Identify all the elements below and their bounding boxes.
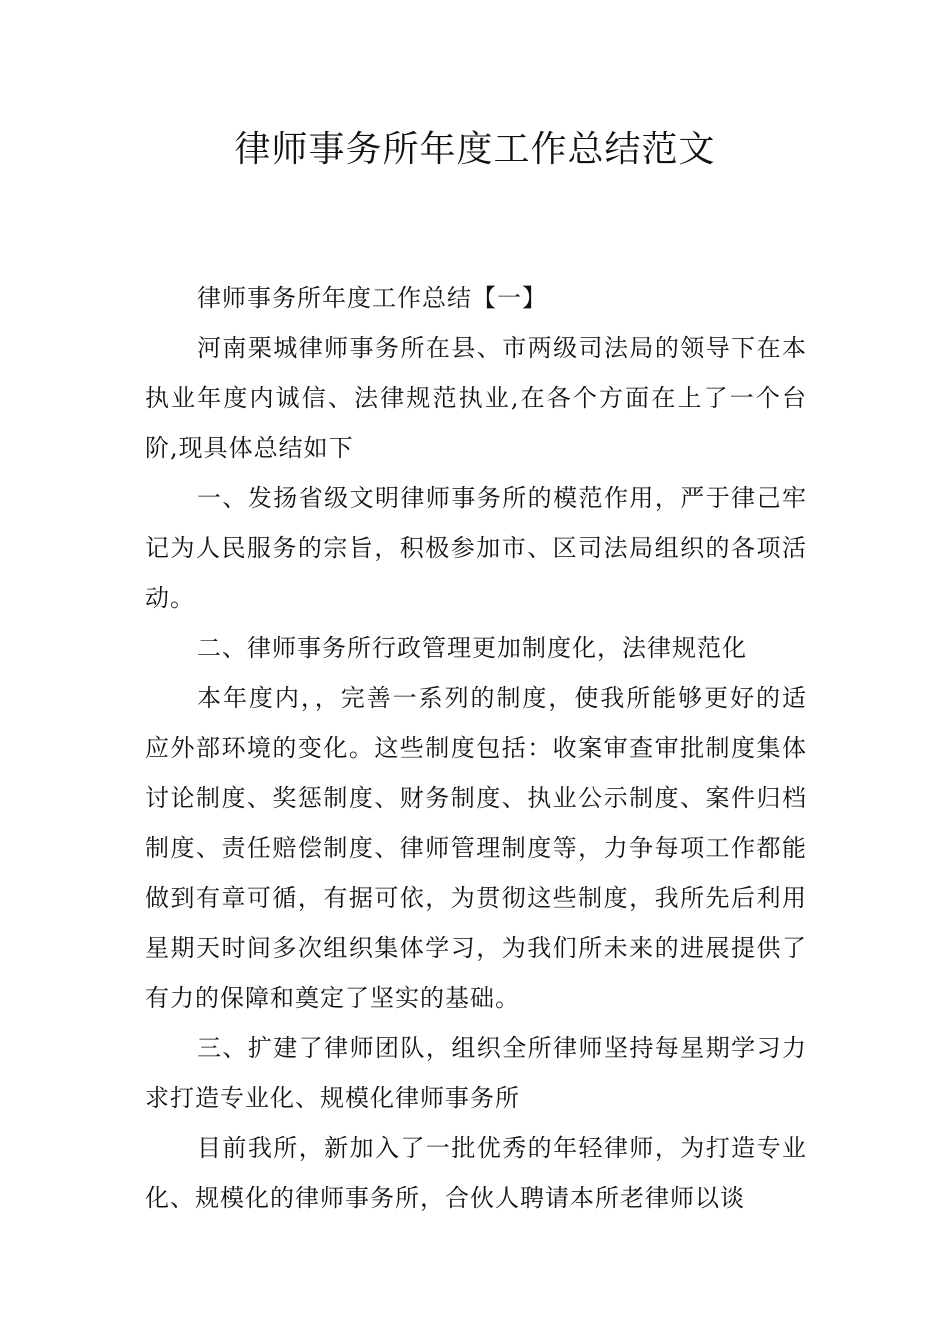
- paragraph-point-three-body: 目前我所，新加入了一批优秀的年轻律师，为打造专业化、规模化的律师事务所，合伙人聘请本所老律师以谈: [145, 1134, 807, 1212]
- paragraph-point-one: 一、发扬省级文明律师事务所的模范作用，严于律己牢记为人民服务的宗旨，积极参加市、区司法局组织的各项活动。: [145, 484, 807, 612]
- document-body: [145, 273, 807, 1223]
- paragraph-section-heading: 律师事务所年度工作总结【一】: [197, 284, 547, 312]
- paragraph-point-three-heading: 三、扩建了律师团队，组织全所律师坚持每星期学习力求打造专业化、规模化律师事务所: [145, 1034, 807, 1112]
- paragraph-point-two-heading: 二、律师事务所行政管理更加制度化，法律规范化: [197, 634, 747, 662]
- document-title: 律师事务所年度工作总结范文: [234, 129, 716, 170]
- paragraph-intro: 河南栗城律师事务所在县、市两级司法局的领导下在本执业年度内诚信、法律规范执业,在各个方面在上了一个台阶,现具体总结如下: [145, 334, 807, 462]
- paragraph-point-two-body: 本年度内，，完善一系列的制度，使我所能够更好的适应外部环境的变化。这些制度包括：收案审查审批制度集体讨论制度、奖惩制度、财务制度、执业公示制度、案件归档制度、责任赔偿制度、律师管理制度等，力争每项工作都能做到有章可循，有据可依，为贯彻这些制度，我所先后利用星期天时间多次组织集体学习，为我们所未来的进展提供了有力的保障和奠定了坚实的基础。: [145, 684, 807, 1012]
